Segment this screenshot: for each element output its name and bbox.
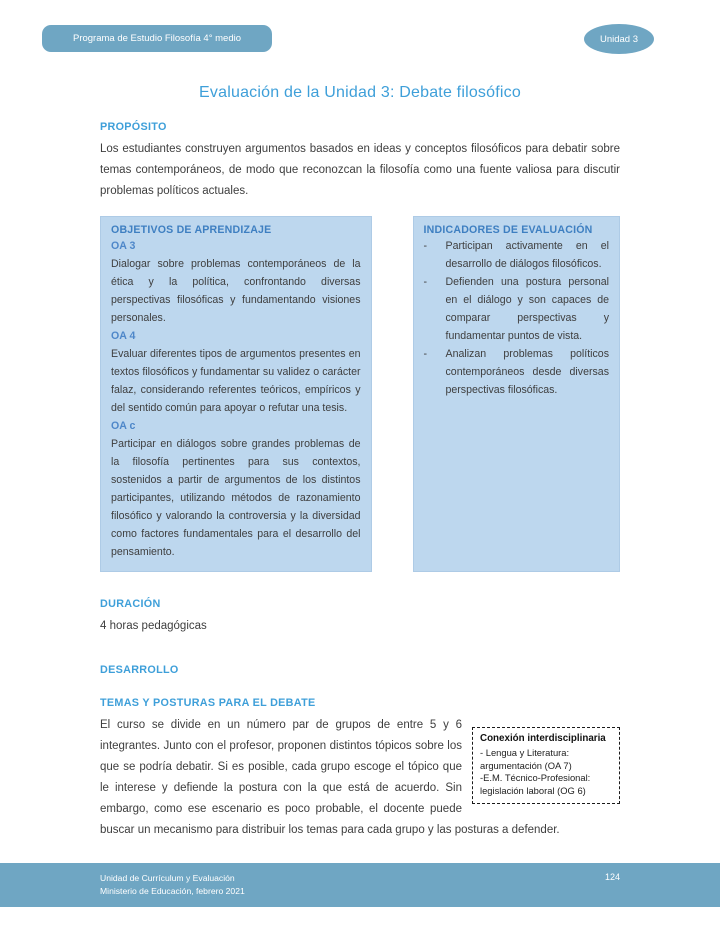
oa-text: Participar en diálogos sobre grandes problemas de la filosofía pertinentes para sus contextos, sostenidos a partir de argumentos de los distintos participantes, utilizando métodos de razonamiento filosófico y valorando la controversia y la diversidad como factores fundamentales para el desarrollo del pensamiento. bbox=[111, 438, 361, 558]
program-badge-label: Programa de Estudio Filosofía 4° medio bbox=[72, 33, 242, 44]
footer-bar bbox=[0, 863, 720, 907]
oa-label: OA c bbox=[111, 420, 136, 432]
section-duracion bbox=[100, 598, 620, 637]
proposito-heading: PROPÓSITO bbox=[100, 121, 167, 133]
dash-bullet: - bbox=[423, 240, 428, 252]
unit-badge-label: Unidad 3 bbox=[599, 33, 639, 45]
indicador-item bbox=[424, 345, 610, 399]
conexion-title: Conexión interdisciplinaria bbox=[480, 733, 606, 744]
page-content bbox=[100, 121, 620, 841]
oa-text: Evaluar diferentes tipos de argumentos presentes en textos filosóficos y fundamentar su validez o carácter falaz, considerando referentes teóricos, empíricos y del sentido común para apoyar o refutar una tesis. bbox=[111, 348, 361, 414]
footer-line1: Unidad de Currículum y Evaluación bbox=[100, 873, 235, 883]
temas-body-wrap bbox=[100, 715, 620, 841]
indicador-text: Participan activamente en el desarrollo de diálogos filosóficos. bbox=[445, 240, 609, 270]
indicadores-heading: INDICADORES DE EVALUACIÓN bbox=[423, 224, 593, 236]
dash-bullet: - bbox=[423, 348, 428, 360]
footer-line2: Ministerio de Educación, febrero 2021 bbox=[100, 886, 245, 896]
oa-label: OA 4 bbox=[111, 330, 136, 342]
temas-heading: TEMAS Y POSTURAS PARA EL DEBATE bbox=[100, 697, 316, 709]
page-number: 124 bbox=[604, 872, 620, 882]
conexion-line: -E.M. Técnico-Profesional: legislación laboral (OG 6) bbox=[480, 772, 591, 796]
proposito-paragraph: Los estudiantes construyen argumentos basados en ideas y conceptos filosóficos para debatir sobre temas contemporáneos, de modo que reconozcan la filosofía como una fuente valiosa para discutir problemas políticos actuales. bbox=[100, 143, 620, 197]
unit-badge bbox=[584, 24, 654, 54]
desarrollo-heading: DESARROLLO bbox=[100, 664, 179, 676]
duracion-text: 4 horas pedagógicas bbox=[100, 620, 207, 632]
indicador-item bbox=[424, 273, 610, 345]
indicadores-box bbox=[413, 216, 621, 572]
footer-credits bbox=[100, 872, 245, 898]
temas-paragraph: El curso se divide en un número par de grupos de entre 5 y 6 integrantes. Junto con el profesor, proponen distintos tópicos sobre los que se podría debatir. Si es posible, cada grupo escoge el tópico que le interese y defiende la postura con la que está de acuerdo. Sin embargo, como ese escenario es poco probable, el docente puede buscar un mecanismo para distribuir los temas para cada grupo y las posturas a defender. bbox=[100, 719, 560, 836]
program-badge bbox=[42, 25, 272, 52]
conexion-interdisciplinaria-box bbox=[472, 727, 620, 804]
oa-text: Dialogar sobre problemas contemporáneos de la ética y la política, confrontando diversas perspectivas filosóficas y fundamentando visiones personales. bbox=[111, 258, 361, 324]
objectives-indicators-row bbox=[100, 216, 620, 572]
conexion-line: - Lengua y Literatura: argumentación (OA 7) bbox=[480, 747, 572, 771]
page-title: Evaluación de la Unidad 3: Debate filosófico bbox=[199, 84, 521, 101]
indicador-item bbox=[424, 237, 610, 273]
objetivos-box bbox=[100, 216, 372, 572]
oa-label: OA 3 bbox=[111, 240, 136, 252]
indicador-text: Defienden una postura personal en el diálogo y son capaces de comparar perspectivas y fundamentar puntos de vista. bbox=[445, 276, 609, 342]
objetivos-heading: OBJETIVOS DE APRENDIZAJE bbox=[111, 224, 272, 236]
section-desarrollo bbox=[100, 664, 620, 676]
section-temas bbox=[100, 697, 620, 841]
indicador-text: Analizan problemas políticos contemporáneos desde diversas perspectivas filosóficas. bbox=[445, 348, 609, 396]
duracion-heading: DURACIÓN bbox=[100, 598, 161, 610]
dash-bullet: - bbox=[423, 276, 428, 288]
section-proposito bbox=[100, 121, 620, 202]
